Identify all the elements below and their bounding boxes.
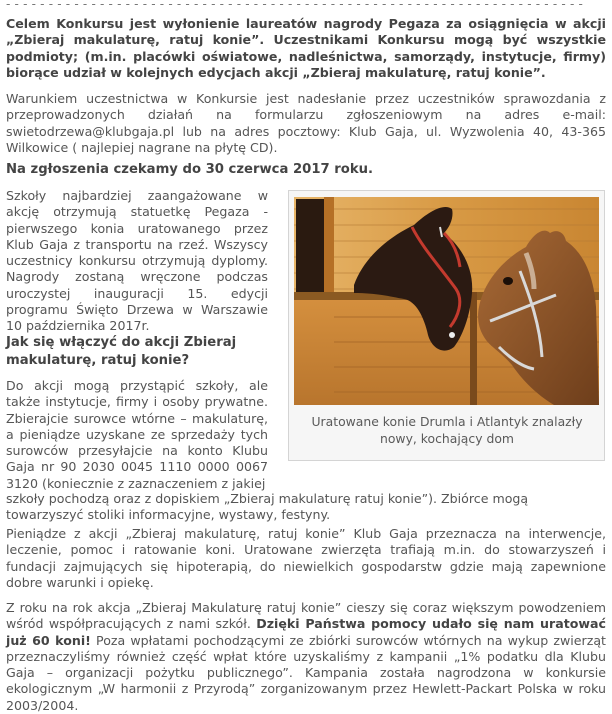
final-text-part1: Z roku na rok akcja „Zbieraj Makulaturę ratuj konie” cieszy się coraz większym powodzeniem wśród współpracujących z nami szkół.	[6, 600, 606, 632]
how-to-join-heading: Jak się włączyć do akcji Zbieraj makulaturę, ratuj konie?	[6, 335, 237, 368]
horses-saved-highlight: Dzięki Państwa pomocy udało się nam uratować już 60 koni!	[6, 616, 607, 648]
conditions-paragraph: Warunkiem uczestnictwa w Konkursie jest nadesłanie przez uczestników sprawozdania z przeprowadzonych działań na formularzu zgłoszeniowym na adres e-mail: swietodrzewa@klubgaja.pl lub na adres pocztowy: Klub Gaja, ul. Wyzwolenia 40, 43-365 Wilkowice ( najlepiej nagrane na płytę CD).	[6, 91, 606, 155]
intro-paragraph: Celem Konkursu jest wyłonienie laureatów nagrody Pegaza za osiągnięcia w akcji „Zbieraj makulaturę, ratuj konie”. Uczestnikami Konkursu mogą być wszystkie podmioty; (m.in. placówki oświatowe, nadleśnictwa, samorządy, instytucje, firmy) biorące udział w kolejnych edycjach akcji „Zbieraj makulaturę, ratuj konie”.	[6, 16, 606, 80]
how-to-join-paragraph-continued: szkoły pochodzą oraz z dopiskiem „Zbieraj makulaturę ratuj konie”). Zbiórce mogą towarzyszyć stoliki informacyjne, wystawy, festyny.	[6, 491, 529, 523]
how-to-join-paragraph: Do akcji mogą przystąpić szkoły, ale także instytucje, firmy i osoby prywatne. Zbierajcie surowce wtórne – makulaturę, a pieniądze uzyskane ze sprzedaży tych surowców przesyłajcie na konto Klubu Gaja nr 90 2030 0045 1110 0000 0067 3120 (koniecznie z zaznaczeniem z jakiej	[6, 378, 268, 491]
money-use-paragraph: Pieniądze z akcji „Zbieraj makulaturę, ratuj konie” Klub Gaja przeznacza na interwencje, leczenie, pomoc i ratowanie koni. Uratowane zwierzęta trafiają m.in. do stowarzyszeń i fundacji zajmujących się hipoterapią, do niewielkich gospodarstw gdzie mają zapewnione dobre warunki i opiekę.	[6, 526, 606, 590]
deadline-heading: Na zgłoszenia czekamy do 30 czerwca 2017 roku.	[6, 162, 373, 177]
horses-photo	[294, 197, 599, 405]
photo-card	[288, 190, 605, 461]
dashed-divider: - - - - - - - - - - - - - - - - - - - - - - - - - - - - - - - - - - - - - - - - - - - - - - - - - - - - - - - - - - - - - - - - - - - -	[6, 0, 584, 8]
awards-paragraph: Szkoły najbardziej zaangażowane w akcję otrzymują statuetkę Pegaza - pierwszego konia uratowanego przez Klub Gaja z transportu na rzeź. Wszyscy uczestnicy konkursu otrzymują dyplomy. Nagrody zostaną wręczone podczas uroczystej inauguracji 15. edycji programu Święto Drzewa w Warszawie 10 października 2017r.	[6, 188, 268, 334]
photo-caption: Uratowane konie Drumla i Atlantyk znalazły nowy, kochający dom	[311, 414, 583, 446]
final-text-part2: Poza wpłatami pochodzącymi ze zbiórki surowców wtórnych na wykup zwierząt przeznaczyliśmy również część wpłat które uzyskaliśmy z kampanii „1% podatku dla Klubu Gaja – organizacji pożytku publicznego”. Kampania została nagrodzona w konkursie ekologicznym „W harmonii z Przyrodą” zorganizowanym przez Hewlett-Packart Polska w roku 2003/2004.	[6, 632, 606, 713]
final-paragraph	[6, 600, 606, 714]
